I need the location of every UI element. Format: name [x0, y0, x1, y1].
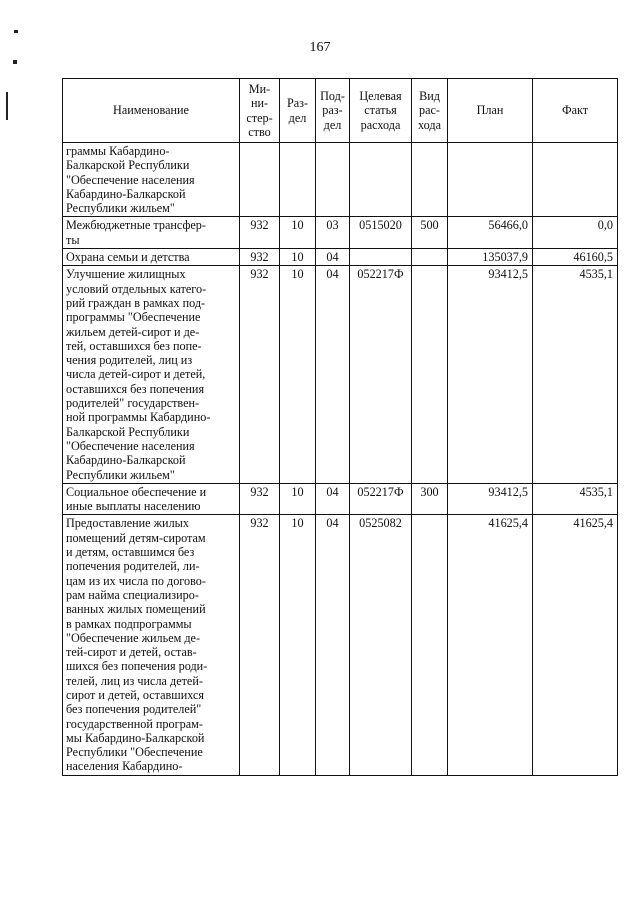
- cell-ministry: [240, 143, 280, 217]
- cell-subsection: [316, 143, 350, 217]
- cell-plan: 41625,4: [448, 515, 533, 775]
- cell-fact: 0,0: [533, 217, 618, 249]
- table-row: [63, 143, 618, 217]
- cell-target: 052217Ф: [350, 483, 412, 515]
- cell-plan: 93412,5: [448, 483, 533, 515]
- cell-fact: 4535,1: [533, 266, 618, 483]
- cell-type: [412, 266, 448, 483]
- cell-subsection: 04: [316, 266, 350, 483]
- header-plan: План: [448, 79, 533, 143]
- cell-name: граммы Кабардино- Балкарской Республики "Обеспечение населения Кабардино-Балкарской Республики жильем": [63, 143, 240, 217]
- header-expense-type: Вид рас- хода: [412, 79, 448, 143]
- cell-type: 300: [412, 483, 448, 515]
- header-ministry: Ми- ни- стер- ство: [240, 79, 280, 143]
- cell-ministry: 932: [240, 515, 280, 775]
- scan-mark: [14, 30, 18, 33]
- cell-target: [350, 249, 412, 266]
- header-target-article: Целевая статья расхода: [350, 79, 412, 143]
- cell-ministry: 932: [240, 249, 280, 266]
- cell-name: Межбюджетные трансфер- ты: [63, 217, 240, 249]
- cell-type: [412, 515, 448, 775]
- cell-plan: 93412,5: [448, 266, 533, 483]
- cell-section: 10: [280, 515, 316, 775]
- cell-subsection: 04: [316, 515, 350, 775]
- cell-subsection: 04: [316, 483, 350, 515]
- cell-fact: 41625,4: [533, 515, 618, 775]
- table-row: [63, 483, 618, 515]
- cell-section: 10: [280, 483, 316, 515]
- cell-section: 10: [280, 249, 316, 266]
- cell-ministry: 932: [240, 217, 280, 249]
- header-row: [63, 79, 618, 143]
- cell-type: 500: [412, 217, 448, 249]
- scan-mark: [13, 60, 17, 64]
- cell-target: [350, 143, 412, 217]
- budget-table: [62, 78, 618, 776]
- cell-ministry: 932: [240, 266, 280, 483]
- cell-name: Охрана семьи и детства: [63, 249, 240, 266]
- cell-target: 0515020: [350, 217, 412, 249]
- cell-name: Предоставление жилых помещений детям-сиротам и детям, оставшимся без попечения родителей, ли- цам из их числа по догово- рам найма специализиро- ванных жилых помещений в рамках подпрограммы "Обеспечение жильем де- тей-сирот и детей, остав- шихся без попечения роди- телей, лиц из числа детей- сирот и детей, оставшихся без попечения родителей" государственной програм- мы Кабардино-Балкарской Республики "Обеспечение населения Кабардино-: [63, 515, 240, 775]
- page-number: 167: [309, 40, 331, 55]
- cell-subsection: 03: [316, 217, 350, 249]
- table-row: [63, 217, 618, 249]
- cell-plan: 56466,0: [448, 217, 533, 249]
- table-row: [63, 249, 618, 266]
- cell-name: Улучшение жилищных условий отдельных катего- рий граждан в рамках под- программы "Обеспечение жильем детей-сирот и де- тей, оставшихся без попе- чения родителей, лиц из числа детей-сирот и детей, оставшихся без попечения родителей" государствен- ной программы Кабардино- Балкарской Республики "Обеспечение населения Кабардино-Балкарской Республики жильем": [63, 266, 240, 483]
- cell-fact: [533, 143, 618, 217]
- cell-fact: 4535,1: [533, 483, 618, 515]
- header-name: Наименование: [63, 79, 240, 143]
- cell-target: 0525082: [350, 515, 412, 775]
- cell-section: 10: [280, 266, 316, 483]
- table-row: [63, 266, 618, 483]
- cell-fact: 46160,5: [533, 249, 618, 266]
- cell-section: 10: [280, 217, 316, 249]
- cell-ministry: 932: [240, 483, 280, 515]
- table-row: [63, 515, 618, 775]
- header-fact: Факт: [533, 79, 618, 143]
- scan-mark: [6, 92, 8, 120]
- header-section: Раз- дел: [280, 79, 316, 143]
- header-subsection: Под- раз- дел: [316, 79, 350, 143]
- cell-type: [412, 249, 448, 266]
- cell-type: [412, 143, 448, 217]
- cell-plan: 135037,9: [448, 249, 533, 266]
- cell-subsection: 04: [316, 249, 350, 266]
- cell-plan: [448, 143, 533, 217]
- cell-target: 052217Ф: [350, 266, 412, 483]
- cell-name: Социальное обеспечение и иные выплаты населению: [63, 483, 240, 515]
- cell-section: [280, 143, 316, 217]
